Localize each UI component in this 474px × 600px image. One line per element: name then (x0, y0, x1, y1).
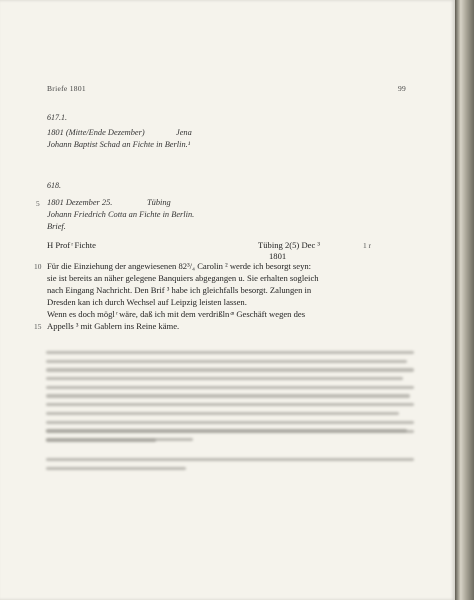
line-number-15: 15 (34, 322, 42, 331)
apparatus-line-blurred (46, 430, 414, 447)
letter-line: Dresden kan ich durch Wechsel auf Leipzig leisten lassen. (47, 297, 247, 307)
folio-marker: 1 r (363, 241, 372, 250)
letter-line: Für die Einziehung der angewiesenen 82³/₄ Carolin ² werde ich besorgt seyn: (47, 261, 312, 271)
entry-618-date: 1801 Dezember 25. (47, 198, 113, 207)
line-number-5: 5 (36, 199, 40, 208)
running-header: Briefe 1801 (47, 84, 86, 93)
entry-617-date: 1801 (Mitte/Ende Dezember) (47, 128, 145, 137)
apparatus-line-blurred (46, 458, 414, 475)
letter-year: 1801 (269, 251, 287, 261)
letter-line: Appells ³ mit Gablern ins Reine käme. (47, 321, 180, 331)
letter-place-date: Tübing 2(5) Dec ³ (258, 240, 320, 250)
entry-618-parties: Johann Friedrich Cotta an Fichte in Berlin. (47, 210, 195, 219)
entry-617-place: Jena (176, 128, 192, 137)
letter-line: Wenn es doch mögl ͬ wäre, daß ich mit dem verdrißln ͨⁿ Geschäft wegen des (47, 309, 306, 319)
book-page-edge (455, 0, 474, 600)
entry-618-kind: Brief. (47, 222, 66, 231)
entry-618-number: 618. (47, 181, 61, 190)
letter-line: sie ist bereits an näher gelegene Banquiers abgegangen u. Sie erhalten sogleich (47, 273, 319, 283)
page-number: 99 (398, 84, 407, 93)
entry-618-place: Tübing (147, 198, 171, 207)
entry-617-parties: Johann Baptist Schad an Fichte in Berlin.¹ (47, 140, 191, 149)
letter-line: nach Eingang Nachricht. Den Brif ³ habe ich gleichfalls besorgt. Zalungen in (47, 285, 312, 295)
line-number-10: 10 (34, 262, 42, 271)
entry-617-number: 617.1. (47, 113, 67, 122)
letter-salutation: H Prof ͬ Fichte (47, 240, 96, 250)
